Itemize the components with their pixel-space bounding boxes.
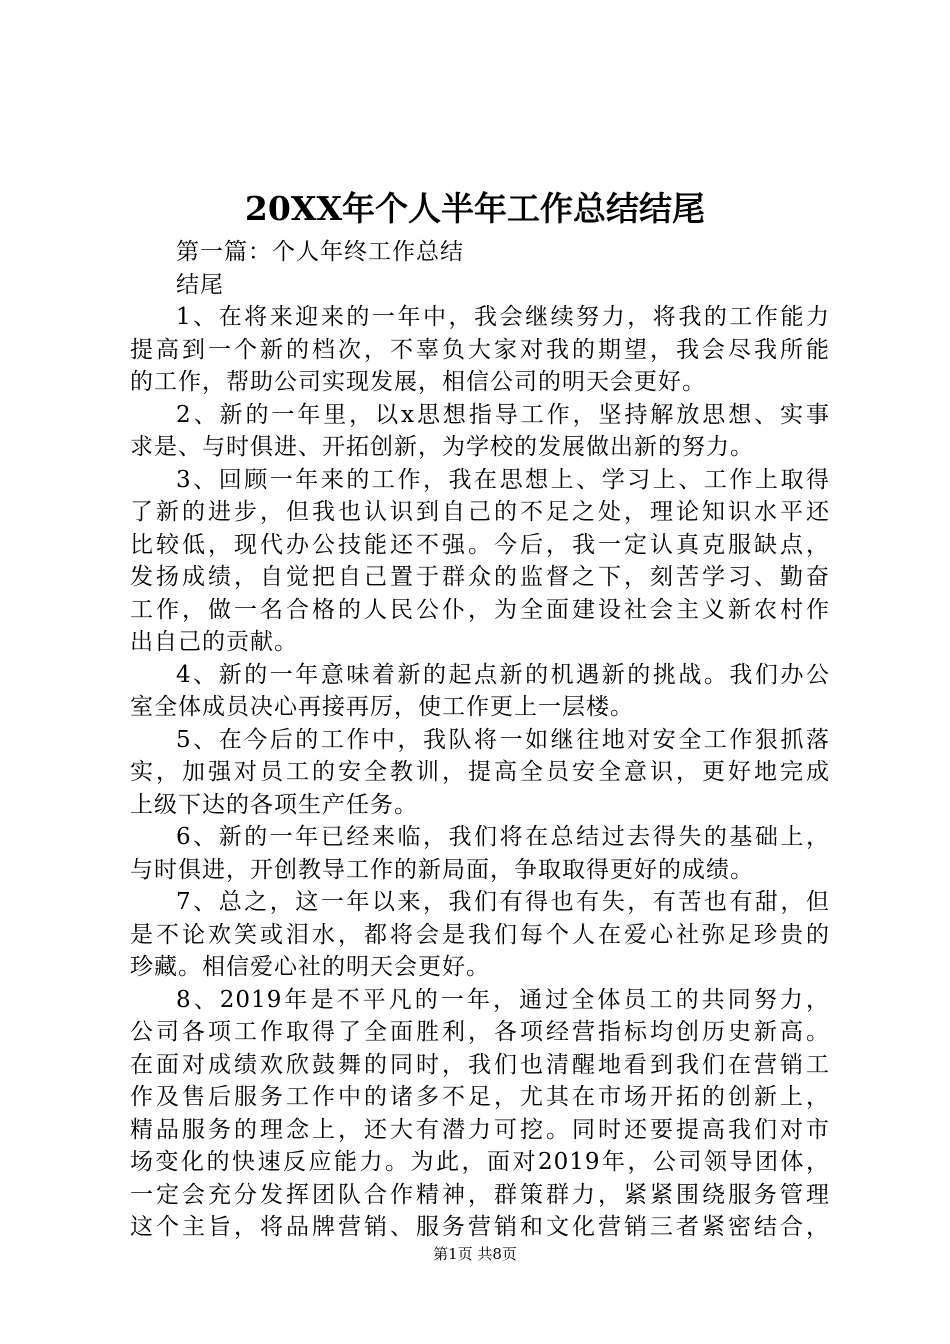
text-line: 一定会充分发挥团队合作精神，群策群力，紧紧围绕服务管理 — [130, 1181, 830, 1208]
document-title: 20XX年个人半年工作总结结尾 — [244, 189, 706, 228]
text-line: 作及售后服务工作中的诸多不足，尤其在市场开拓的创新上， — [130, 1084, 830, 1110]
text-line: 实，加强对员工的安全教训，提高全员安全意识，更好地完成 — [130, 759, 830, 785]
text-line: 5、在今后的工作中，我队将一如继往地对安全工作狠抓落 — [176, 726, 830, 753]
text-line: 了新的进步，但我也认识到自己的不足之处，理论知识水平还 — [130, 499, 830, 525]
text-line: 与时俱进，开创教导工作的新局面，争取取得更好的成绩。 — [130, 856, 754, 883]
text-line: 发扬成绩，自觉把自己置于群众的监督之下，刻苦学习、勤奋 — [130, 564, 830, 590]
text-line: 2、新的一年里，以x思想指导工作，坚持解放思想、实事 — [176, 401, 830, 428]
section-heading: 第一篇：个人年终工作总结 — [176, 239, 464, 265]
text-line: 的工作，帮助公司实现发展，相信公司的明天会更好。 — [130, 369, 706, 395]
text-line: 7、总之，这一年以来，我们有得也有失，有苦也有甜，但 — [176, 889, 830, 915]
text-line: 公司各项工作取得了全面胜利，各项经营指标均创历史新高。 — [130, 1019, 830, 1045]
text-line: 在面对成绩欢欣鼓舞的同时，我们也清醒地看到我们在营销工 — [130, 1051, 830, 1078]
text-line: 6、新的一年已经来临，我们将在总结过去得失的基础上， — [176, 824, 830, 850]
text-line: 是不论欢笑或泪水，都将会是我们每个人在爱心社弥足珍贵的 — [130, 921, 830, 948]
text-line: 1、在将来迎来的一年中，我会继续努力，将我的工作能力 — [176, 304, 830, 330]
text-line: 4、新的一年意味着新的起点新的机遇新的挑战。我们办公 — [176, 661, 830, 688]
text-line: 提高到一个新的档次，不辜负大家对我的期望，我会尽我所能 — [130, 336, 830, 363]
text-line: 上级下达的各项生产任务。 — [130, 791, 418, 818]
text-line: 场变化的快速反应能力。为此，面对2019年，公司领导团体， — [130, 1149, 830, 1175]
text-line: 精品服务的理念上，还大有潜力可挖。同时还要提高我们对市 — [130, 1116, 830, 1143]
document-body — [130, 236, 830, 1244]
text-line: 这个主旨，将品牌营销、服务营销和文化营销三者紧密结合， — [130, 1214, 830, 1240]
text-line: 室全体成员决心再接再厉，使工作更上一层楼。 — [130, 694, 634, 720]
text-line: 3、回顾一年来的工作，我在思想上、学习上、工作上取得 — [176, 466, 830, 493]
section-subheading: 结尾 — [176, 271, 224, 298]
text-line: 出自己的贡献。 — [130, 629, 298, 655]
text-line: 珍藏。相信爱心社的明天会更好。 — [130, 954, 490, 980]
text-line: 求是、与时俱进、开拓创新，为学校的发展做出新的努力。 — [130, 434, 754, 460]
text-line: 工作，做一名合格的人民公仆，为全面建设社会主义新农村作 — [130, 596, 830, 623]
text-line: 8、2019年是不平凡的一年，通过全体员工的共同努力， — [176, 986, 830, 1013]
text-line: 比较低，现代办公技能还不强。今后，我一定认真克服缺点， — [130, 531, 830, 558]
page-indicator: 第1页 共8页 — [433, 1245, 517, 1263]
